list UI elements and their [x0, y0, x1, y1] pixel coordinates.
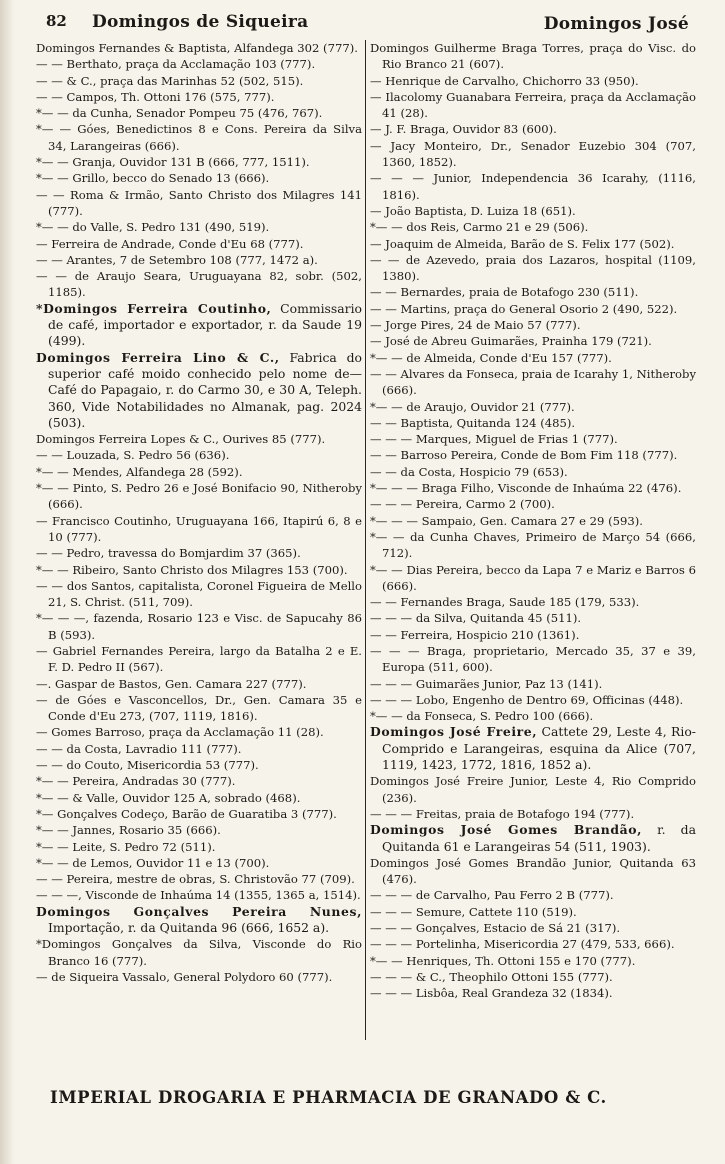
directory-entry: [36, 610, 362, 643]
directory-entry: [36, 431, 362, 447]
directory-entry: [36, 464, 362, 480]
directory-entry: [36, 447, 362, 463]
directory-entry: [36, 545, 362, 561]
directory-entry: [36, 578, 362, 611]
directory-entry: [370, 203, 696, 219]
entry-text: — — — Semure, Cattete 110 (519).: [370, 904, 577, 919]
directory-entry: [36, 562, 362, 578]
entry-text: Importação, r. da Quitanda 96 (666, 1652 a).: [48, 920, 330, 936]
page-number: 82: [46, 12, 67, 30]
entry-text: — — Campos, Th. Ottoni 176 (575, 777).: [36, 89, 275, 104]
right-column: [370, 40, 696, 1002]
directory-entry: [370, 236, 696, 252]
entry-text: — Francisco Coutinho, Uruguayana 166, Itapirú 6, 8 e 10 (777).: [36, 513, 362, 544]
entry-text: — — Pereira, mestre de obras, S. Christovão 77 (709).: [36, 872, 355, 887]
entry-text: — João Baptista, D. Luiza 18 (651).: [370, 203, 576, 218]
directory-entry: [36, 839, 362, 855]
entry-text: *— — Ribeiro, Santo Christo dos Milagres 153 (700).: [36, 562, 348, 577]
footer-advertisement: IMPERIAL DROGARIA E PHARMACIA DE GRANADO & C.: [50, 1088, 607, 1107]
page-header: [24, 6, 715, 36]
directory-entry: [370, 496, 696, 512]
entry-text: *— — de Almeida, Conde d'Eu 157 (777).: [370, 350, 612, 365]
entry-text: — — & C., praça das Marinhas 52 (502, 515).: [36, 73, 304, 88]
entry-text: Domingos Fernandes & Baptista, Alfandega 302 (777).: [36, 41, 358, 55]
entry-text: *— — Leite, S. Pedro 72 (511).: [36, 839, 216, 854]
directory-entry: [370, 627, 696, 643]
directory-entry: [36, 855, 362, 871]
directory-entry: [36, 643, 362, 676]
directory-entry: [36, 56, 362, 72]
directory-entry: [370, 138, 696, 171]
directory-entry: [36, 887, 362, 903]
directory-entry: [370, 920, 696, 936]
entry-text: — — Baptista, Quitanda 124 (485).: [370, 415, 576, 430]
entry-text: — — Louzada, S. Pedro 56 (636).: [36, 448, 230, 463]
entry-text: Domingos José Freire Junior, Leste 4, Rio Comprido (236).: [370, 774, 696, 805]
directory-heading-entry: [36, 301, 362, 350]
directory-entry: [370, 366, 696, 399]
entry-text: *— — Dias Pereira, becco da Lapa 7 e Mariz e Barros 6 (666).: [370, 562, 696, 593]
entry-text: *— — da Cunha Chaves, Primeiro de Março 54 (666, 712).: [370, 529, 696, 561]
entry-text: — — Bernardes, praia de Botafogo 230 (511).: [370, 285, 639, 300]
directory-entry: [36, 40, 362, 56]
directory-entry: [370, 480, 696, 496]
entry-text: — Gomes Barroso, praça da Acclamação 11 (28).: [36, 725, 324, 740]
directory-entry: [370, 317, 696, 333]
directory-entry: [36, 936, 362, 969]
entry-name: Domingos Gonçalves Pereira Nunes,: [36, 903, 362, 919]
entry-text: — — Martins, praça do General Osorio 2 (490, 522).: [370, 301, 678, 316]
entry-text: — — — Portelinha, Misericordia 27 (479, 533, 666).: [370, 937, 675, 952]
entry-text: *— — Pinto, S. Pedro 26 e José Bonifacio 90, Nitheroby (666).: [36, 481, 362, 512]
directory-entry: [36, 741, 362, 757]
directory-entry: [370, 676, 696, 692]
entry-text: — — Pedro, travessa do Bomjardim 37 (365).: [36, 546, 301, 561]
directory-entry: [370, 89, 696, 122]
entry-text: — José de Abreu Guimarães, Prainha 179 (721).: [370, 334, 652, 349]
entry-text: Fabrica do superior café moido conhecido pelo nome de—Café do Papagaio, r. do Carmo 30, e 30 A, Teleph. 360, Vide Notabilidades no Almanak, pag. 2024 (503).: [48, 349, 362, 430]
directory-entry: [370, 953, 696, 969]
directory-entry: [36, 252, 362, 268]
entry-text: — — do Couto, Misericordia 53 (777).: [36, 758, 259, 773]
directory-entry: [36, 154, 362, 170]
entry-name: *Domingos Ferreira Coutinho,: [36, 300, 272, 316]
entry-name: Domingos José Gomes Brandão,: [370, 822, 643, 838]
entry-text: *— — & Valle, Ouvidor 125 A, sobrado (468).: [36, 790, 301, 805]
directory-entry: [36, 219, 362, 235]
entry-text: — — Berthato, praça da Acclamação 103 (777).: [36, 57, 316, 72]
directory-entry: [36, 480, 362, 513]
entry-text: — Jacy Monteiro, Dr., Senador Euzebio 304 (707, 1360, 1852).: [370, 138, 696, 170]
entry-text: — — Barroso Pereira, Conde de Bom Fim 118 (777).: [370, 448, 678, 463]
directory-entry: [370, 692, 696, 708]
entry-text: — — — & C., Theophilo Ottoni 155 (777).: [370, 969, 613, 984]
entry-text: — — — Braga, proprietario, Mercado 35, 37 e 39, Europa (511, 600).: [370, 643, 696, 675]
directory-entry: [36, 676, 362, 692]
entry-text: — — — Lisbôa, Real Grandeza 32 (1834).: [370, 986, 613, 1001]
entry-text: — — Arantes, 7 de Setembro 108 (777, 1472 a).: [36, 252, 318, 267]
entry-text: — Joaquim de Almeida, Barão de S. Felix 177 (502).: [370, 236, 675, 251]
directory-entry: [36, 757, 362, 773]
directory-entry: [370, 610, 696, 626]
entry-text: *— — Grillo, becco do Senado 13 (666).: [36, 171, 270, 186]
directory-entry: [36, 121, 362, 154]
directory-entry: [370, 855, 696, 888]
directory-entry: [36, 871, 362, 887]
entry-text: Domingos Ferreira Lopes & C., Ourives 85 (777).: [36, 432, 326, 447]
directory-entry: [370, 350, 696, 366]
directory-entry: [370, 513, 696, 529]
entry-text: — Jorge Pires, 24 de Maio 57 (777).: [370, 318, 581, 333]
directory-heading-entry: [36, 350, 362, 431]
entry-text: *— — Góes, Benedictinos 8 e Cons. Pereira da Silva 34, Larangeiras (666).: [36, 122, 362, 153]
directory-entry: [36, 773, 362, 789]
entry-text: Cattete 29, Leste 4, Rio-Comprido e Larangeiras, esquina da Alice (707, 1119, 1423, 1772, 1816, 1852 a).: [382, 724, 696, 773]
entry-text: — Ilacolomy Guanabara Ferreira, praça da Acclamação 41 (28).: [370, 89, 696, 121]
left-running-title: Domingos de Siqueira: [92, 12, 309, 32]
directory-entry: [36, 73, 362, 89]
directory-heading-entry: [36, 904, 362, 937]
entry-text: — Henrique de Carvalho, Chichorro 33 (950).: [370, 73, 639, 88]
directory-entry: [370, 464, 696, 480]
entry-text: *— — da Cunha, Senador Pompeu 75 (476, 767).: [36, 106, 323, 121]
directory-entry: [36, 187, 362, 220]
entry-text: *— — Granja, Ouvidor 131 B (666, 777, 1511).: [36, 155, 310, 170]
directory-entry: [370, 985, 696, 1001]
entry-text: *— — — Sampaio, Gen. Camara 27 e 29 (593).: [370, 513, 643, 528]
directory-entry: [370, 773, 696, 806]
entry-text: *— — da Fonseca, S. Pedro 100 (666).: [370, 709, 594, 724]
entry-text: — — — Pereira, Carmo 2 (700).: [370, 497, 555, 512]
directory-entry: [370, 594, 696, 610]
directory-entry: [36, 513, 362, 546]
directory-entry: [370, 936, 696, 952]
directory-entry: [36, 724, 362, 740]
directory-entry: [370, 806, 696, 822]
entry-name: Domingos José Freire,: [370, 724, 538, 740]
entry-text: *— — —, fazenda, Rosario 123 e Visc. de Sapucahy 86 B (593).: [36, 611, 362, 642]
directory-entry: [370, 301, 696, 317]
directory-entry: [36, 822, 362, 838]
entry-text: — — — Gonçalves, Estacio de Sá 21 (317).: [370, 921, 621, 936]
directory-heading-entry: [370, 822, 696, 855]
entry-text: — de Siqueira Vassalo, General Polydoro 60 (777).: [36, 969, 333, 984]
entry-text: *— — Mendes, Alfandega 28 (592).: [36, 464, 243, 479]
directory-entry: [36, 236, 362, 252]
directory-entry: [370, 904, 696, 920]
entry-text: *— — de Lemos, Ouvidor 11 e 13 (700).: [36, 855, 270, 870]
directory-entry: [370, 73, 696, 89]
entry-text: — de Góes e Vasconcellos, Dr., Gen. Camara 35 e Conde d'Eu 273, (707, 1119, 1816).: [36, 692, 362, 724]
directory-entry: [36, 89, 362, 105]
entry-text: — Ferreira de Andrade, Conde d'Eu 68 (777).: [36, 236, 304, 251]
directory-entry: [370, 284, 696, 300]
directory-entry: [370, 969, 696, 985]
entry-text: — — Fernandes Braga, Saude 185 (179, 533).: [370, 595, 640, 610]
entry-text: Commissario de café, importador e exportador, r. da Saude 19 (499).: [48, 300, 363, 349]
entry-text: *— — de Araujo, Ouvidor 21 (777).: [370, 399, 575, 414]
entry-text: — — — Freitas, praia de Botafogo 194 (777).: [370, 806, 635, 821]
entry-text: — — Alvares da Fonseca, praia de Icarahy 1, Nitheroby (666).: [370, 366, 696, 398]
entry-text: *— Gonçalves Codeço, Barão de Guaratiba 3 (777).: [36, 806, 337, 821]
directory-entry: [36, 806, 362, 822]
entry-text: — — da Costa, Hospicio 79 (653).: [370, 464, 568, 479]
directory-entry: [36, 790, 362, 806]
directory-entry: [370, 887, 696, 903]
entry-text: — — — Guimarães Junior, Paz 13 (141).: [370, 676, 603, 691]
directory-entry: [370, 40, 696, 73]
entry-text: *— — do Valle, S. Pedro 131 (490, 519).: [36, 220, 270, 235]
directory-entry: [36, 969, 362, 985]
directory-entry: [36, 692, 362, 725]
entry-text: — J. F. Braga, Ouvidor 83 (600).: [370, 122, 557, 137]
directory-entry: [370, 219, 696, 235]
right-running-title: Domingos José: [543, 14, 689, 34]
directory-entry: [370, 562, 696, 595]
entry-text: —. Gaspar de Bastos, Gen. Camara 227 (777).: [36, 676, 307, 691]
directory-entry: [370, 431, 696, 447]
entry-text: — — — da Silva, Quitanda 45 (511).: [370, 611, 582, 626]
entry-text: — — — de Carvalho, Pau Ferro 2 B (777).: [370, 888, 614, 903]
entry-text: *— — dos Reis, Carmo 21 e 29 (506).: [370, 220, 589, 235]
entry-text: — — dos Santos, capitalista, Coronel Figueira de Mello 21, S. Christ. (511, 709).: [36, 578, 362, 610]
entry-text: *— — — Braga Filho, Visconde de Inhaúma 22 (476).: [370, 481, 682, 496]
directory-entry: [370, 643, 696, 676]
entry-text: — — — Junior, Independencia 36 Icarahy, (1116, 1816).: [370, 171, 696, 202]
directory-entry: [370, 415, 696, 431]
directory-entry: [36, 105, 362, 121]
directory-entry: [36, 268, 362, 301]
entry-text: — — — Marques, Miguel de Frias 1 (777).: [370, 432, 618, 447]
two-column-listing: [36, 40, 696, 1060]
directory-entry: [370, 170, 696, 203]
column-divider: [365, 40, 366, 1040]
entry-text: — — Ferreira, Hospicio 210 (1361).: [370, 627, 580, 642]
directory-entry: [370, 529, 696, 562]
entry-text: — — —, Visconde de Inhaúma 14 (1355, 1365 a, 1514).: [36, 888, 361, 903]
entry-text: — — — Lobo, Engenho de Dentro 69, Officinas (448).: [370, 692, 684, 707]
directory-entry: [370, 252, 696, 285]
entry-text: — — de Araujo Seara, Uruguayana 82, sobr. (502, 1185).: [36, 269, 362, 300]
directory-entry: [370, 333, 696, 349]
entry-text: — — Roma & Irmão, Santo Christo dos Milagres 141 (777).: [36, 187, 362, 218]
entry-text: *— — Henriques, Th. Ottoni 155 e 170 (777).: [370, 953, 636, 968]
directory-entry: [370, 121, 696, 137]
entry-text: *— — Pereira, Andradas 30 (777).: [36, 774, 236, 789]
entry-text: r. da Quitanda 61 e Larangeiras 54 (511, 1903).: [382, 822, 696, 854]
entry-text: — — de Azevedo, praia dos Lazaros, hospital (1109, 1380).: [370, 252, 696, 284]
directory-heading-entry: [370, 724, 696, 773]
directory-entry: [370, 399, 696, 415]
entry-text: — Gabriel Fernandes Pereira, largo da Batalha 2 e E. F. D. Pedro II (567).: [36, 643, 362, 675]
entry-text: Domingos José Gomes Brandão Junior, Quitanda 63 (476).: [370, 855, 696, 887]
directory-entry: [36, 170, 362, 186]
entry-text: Domingos Guilherme Braga Torres, praça do Visc. do Rio Branco 21 (607).: [370, 41, 696, 72]
directory-entry: [370, 708, 696, 724]
entry-name: Domingos Ferreira Lino & C.,: [36, 349, 280, 365]
entry-text: *Domingos Gonçalves da Silva, Visconde do Rio Branco 16 (777).: [36, 937, 362, 968]
left-column: [36, 40, 362, 985]
entry-text: — — da Costa, Lavradio 111 (777).: [36, 741, 242, 756]
page-edge-shadow: [0, 0, 14, 1164]
directory-entry: [370, 447, 696, 463]
entry-text: *— — Jannes, Rosario 35 (666).: [36, 823, 221, 838]
